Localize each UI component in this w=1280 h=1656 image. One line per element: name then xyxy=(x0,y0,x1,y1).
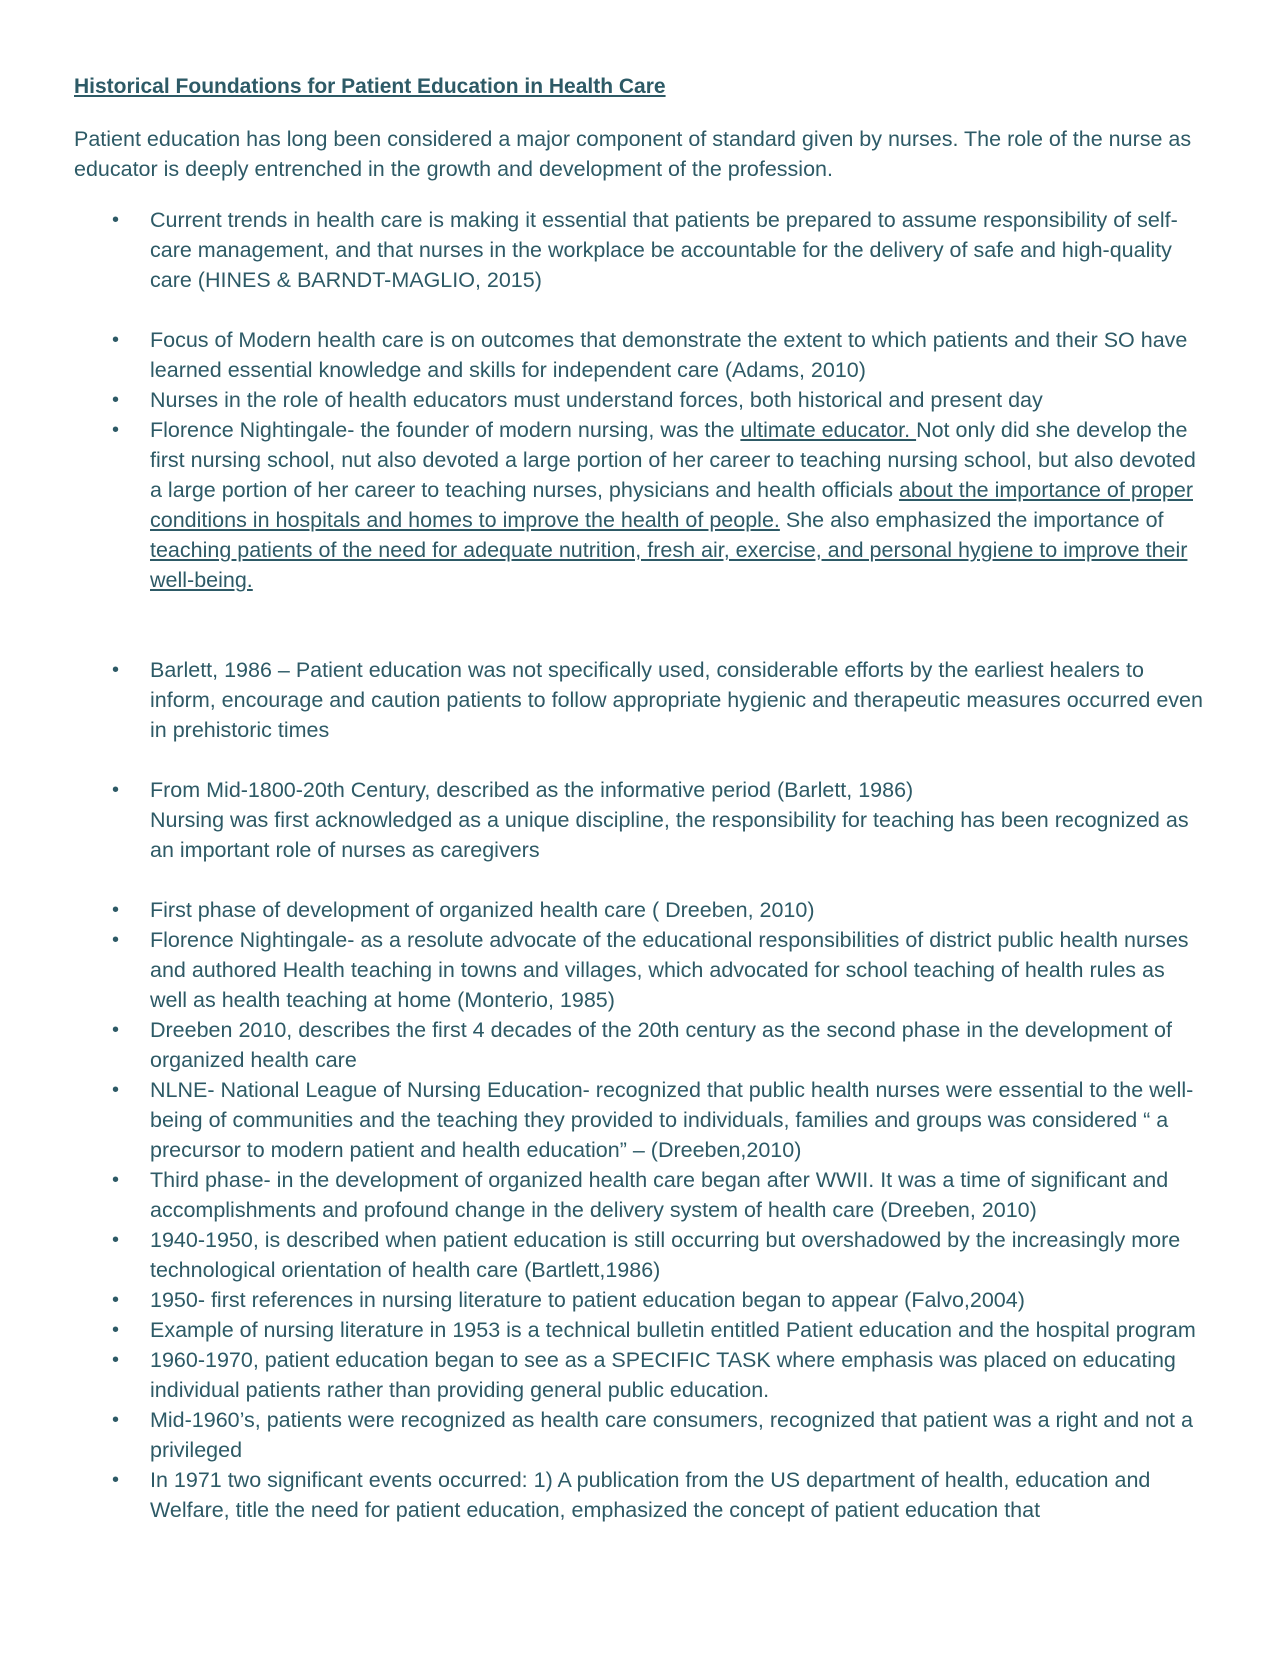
text-run: Florence Nightingale- the founder of modern nursing, was the xyxy=(150,418,741,442)
list-item: • Current trends in health care is making it essential that patients be prepared to assume responsibility of self-care management, and that nurses in the workplace be accountable for the delivery of safe and high-quality care (HINES & BARNDT-MAGLIO, 2015) xyxy=(74,205,1204,295)
list-item: • NLNE- National League of Nursing Education- recognized that public health nurses were essential to the well-being of communities and the teaching they provided to individuals, families and groups was considered “ a precursor to modern patient and health education” – (Dreeben,2010) xyxy=(74,1075,1204,1165)
list-item: • Third phase- in the development of organized health care began after WWII. It was a time of significant and accomplishments and profound change in the delivery system of health care (Dreeben, 2010) xyxy=(74,1165,1204,1225)
list-item xyxy=(74,415,1204,595)
list-item: • First phase of development of organized health care ( Dreeben, 2010) xyxy=(74,895,1204,925)
list-item xyxy=(74,775,1204,865)
text-run: She also emphasized the importance of xyxy=(779,508,1164,532)
list-item: • Florence Nightingale- as a resolute advocate of the educational responsibilities of district public health nurses and authored Health teaching in towns and villages, which advocated for school teaching of health rules as well as health teaching at home (Monterio, 1985) xyxy=(74,925,1204,1015)
underlined-text: teaching patients of the need for adequate nutrition, fresh air, exercise, and personal hygiene to improve their well-being. xyxy=(150,538,1188,592)
underlined-text: ultimate educator. xyxy=(740,418,917,442)
list-item: • Dreeben 2010, describes the first 4 decades of the 20th century as the second phase in the development of organized health care xyxy=(74,1015,1204,1075)
list-item: • 1940-1950, is described when patient education is still occurring but overshadowed by the increasingly more technological orientation of health care (Bartlett,1986) xyxy=(74,1225,1204,1285)
list-item: • 1950- first references in nursing literature to patient education began to appear (Falvo,2004) xyxy=(74,1285,1204,1315)
bullet-list xyxy=(74,205,1204,1525)
list-item: • 1960-1970, patient education began to see as a SPECIFIC TASK where emphasis was placed on educating individual patients rather than providing general public education. xyxy=(74,1345,1204,1405)
list-item: • In 1971 two significant events occurred: 1) A publication from the US department of health, education and Welfare, title the need for patient education, emphasized the concept of patient education that xyxy=(74,1465,1204,1525)
list-item: • Nurses in the role of health educators must understand forces, both historical and present day xyxy=(74,385,1204,415)
text-run: From Mid-1800-20th Century, described as the informative period (Barlett, 1986) xyxy=(150,778,914,802)
list-item: • Barlett, 1986 – Patient education was not specifically used, considerable efforts by the earliest healers to inform, encourage and caution patients to follow appropriate hygienic and therapeutic measures occurred even in prehistoric times xyxy=(74,655,1204,745)
text-run: Nursing was first acknowledged as a unique discipline, the responsibility for teaching has been recognized as an important role of nurses as caregivers xyxy=(150,808,1189,862)
page-title: Historical Foundations for Patient Education in Health Care xyxy=(74,75,666,98)
underlined-text: about the importance of proper conditions in hospitals and homes to improve the health of people. xyxy=(150,478,1193,532)
list-item: • Focus of Modern health care is on outcomes that demonstrate the extent to which patients and their SO have learned essential knowledge and skills for independent care (Adams, 2010) xyxy=(74,325,1204,385)
text-run: Not only did she develop the first nursing school, nut also devoted a large portion of her career to teaching nursing school, but also devoted a large portion of her career to teaching nurses, physicians and health officials xyxy=(150,418,1196,502)
list-item: • Mid-1960’s, patients were recognized as health care consumers, recognized that patient was a right and not a privileged xyxy=(74,1405,1204,1465)
list-item: • Example of nursing literature in 1953 is a technical bulletin entitled Patient education and the hospital program xyxy=(74,1315,1204,1345)
intro-paragraph: Patient education has long been considered a major component of standard given by nurses. The role of the nurse as educator is deeply entrenched in the growth and development of the profession. xyxy=(74,127,1192,181)
